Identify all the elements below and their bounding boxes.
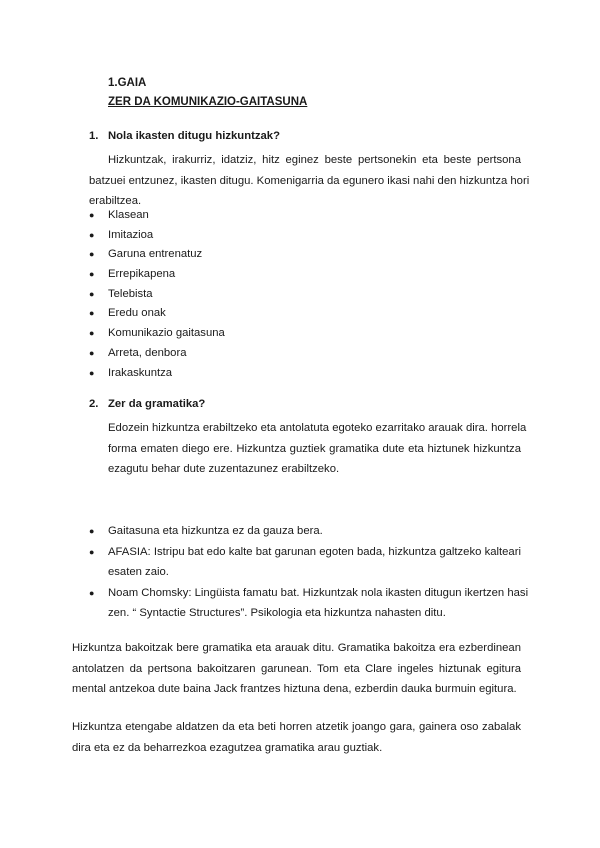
section2-bullet-list bbox=[89, 521, 529, 624]
paragraph-line: Hizkuntzak, irakurriz, idatziz, hitz eginez beste pertsonekin eta beste pertsona bbox=[108, 154, 521, 166]
section1-title: Nola ikasten ditugu hizkuntzak? bbox=[108, 130, 280, 142]
section2-title: Zer da gramatika? bbox=[108, 398, 206, 410]
bullet-icon: ● bbox=[89, 546, 95, 557]
paragraph-line: dira eta ez da beharrezkoa ezagutzea gramatika arau guztiak. bbox=[72, 741, 383, 754]
list-item-text: Imitazioa bbox=[108, 228, 154, 241]
list-item-text: Telebista bbox=[108, 287, 153, 300]
paragraph-4 bbox=[72, 717, 521, 758]
list-item-text: AFASIA: Istripu bat edo kalte bat garunan egoten bada, hizkuntza galtzeko kalteari bbox=[108, 545, 521, 558]
paragraph-line: ezagutu behar dute zuzentazunez erabiltzeko. bbox=[108, 463, 340, 475]
paragraph-line: batzuei entzunez, ikasten ditugu. Komenigarria da egunero ikasi nahi den hizkuntza hori bbox=[89, 174, 530, 187]
section1-number: 1. bbox=[89, 130, 99, 142]
chapter-heading: 1.GAIA bbox=[108, 77, 147, 89]
bullet-icon: ● bbox=[89, 210, 95, 220]
list-item bbox=[89, 364, 225, 384]
list-item bbox=[89, 521, 521, 542]
list-item-text: Irakaskuntza bbox=[108, 366, 173, 379]
paragraph-line: forma ematen diego ere. Hizkuntza guztiek gramatika dute eta hiztunek hizkuntza bbox=[108, 442, 521, 455]
list-item-text-block bbox=[108, 521, 521, 542]
list-item-text: Komunikazio gaitasuna bbox=[108, 327, 225, 340]
list-item-text: zen. “ Syntactie Structures”. Psikologia eta hizkuntza nahasten ditu. bbox=[108, 607, 446, 619]
bullet-icon: ● bbox=[89, 288, 95, 299]
section2-paragraph bbox=[108, 418, 527, 480]
paragraph-line: antolatzen da pertsona bakoitzaren garunean. Tom eta Clare ingeles hiztunak egitura bbox=[72, 662, 521, 675]
list-item-text: Garuna entrenatuz bbox=[108, 248, 203, 261]
bullet-icon: ● bbox=[89, 587, 95, 598]
list-item-text: Gaitasuna eta hizkuntza ez da gauza bera. bbox=[108, 525, 323, 537]
list-item bbox=[89, 245, 225, 265]
paragraph-line: mental antzekoa dute baina Jack frantzes hiztuna dena, ezberdin dauka burmuin egitura. bbox=[72, 683, 517, 695]
paragraph-line: Hizkuntza bakoitzak bere gramatika eta arauak ditu. Gramatika bakoitza era ezberdinean bbox=[72, 642, 521, 654]
bullet-icon: ● bbox=[89, 347, 95, 358]
bullet-icon: ● bbox=[89, 229, 95, 240]
section2-number: 2. bbox=[89, 398, 99, 410]
list-item bbox=[89, 583, 529, 624]
paragraph-line: Edozein hizkuntza erabiltzeko eta antolatuta egoteko ezarritako arauak dira. horrela bbox=[108, 422, 527, 434]
paragraph-line: Hizkuntza etengabe aldatzen da eta beti horren atzetik joango gara, gainera oso zabalak bbox=[72, 721, 521, 733]
section1-paragraph bbox=[89, 150, 530, 212]
list-item bbox=[89, 542, 521, 583]
bullet-icon: ● bbox=[89, 367, 95, 378]
bullet-icon: ● bbox=[89, 269, 95, 280]
list-item bbox=[89, 324, 225, 344]
section1-bullet-list bbox=[89, 206, 225, 383]
bullet-icon: ● bbox=[89, 526, 95, 536]
list-item-text: Arreta, denbora bbox=[108, 346, 187, 359]
bullet-icon: ● bbox=[89, 249, 95, 260]
list-item bbox=[89, 285, 225, 305]
list-item bbox=[89, 344, 225, 364]
list-item bbox=[89, 226, 225, 246]
list-item-text: Klasean bbox=[108, 209, 149, 221]
list-item-text: Errepikapena bbox=[108, 268, 176, 281]
bullet-icon: ● bbox=[89, 328, 95, 339]
list-item-text: esaten zaio. bbox=[108, 566, 169, 578]
paragraph-3 bbox=[72, 638, 521, 700]
list-item bbox=[89, 265, 225, 285]
chapter-title: ZER DA KOMUNIKAZIO-GAITASUNA bbox=[108, 96, 308, 108]
list-item-text-block bbox=[108, 542, 521, 583]
list-item bbox=[89, 304, 225, 324]
paragraph-line: erabiltzea. bbox=[89, 195, 142, 207]
list-item-text-block bbox=[108, 583, 529, 624]
list-item-text: Eredu onak bbox=[108, 307, 166, 320]
list-item-text: Noam Chomsky: Lingüista famatu bat. Hizkuntzak nola ikasten ditugun ikertzen hasi bbox=[108, 586, 529, 599]
list-item bbox=[89, 206, 225, 226]
bullet-icon: ● bbox=[89, 308, 95, 319]
